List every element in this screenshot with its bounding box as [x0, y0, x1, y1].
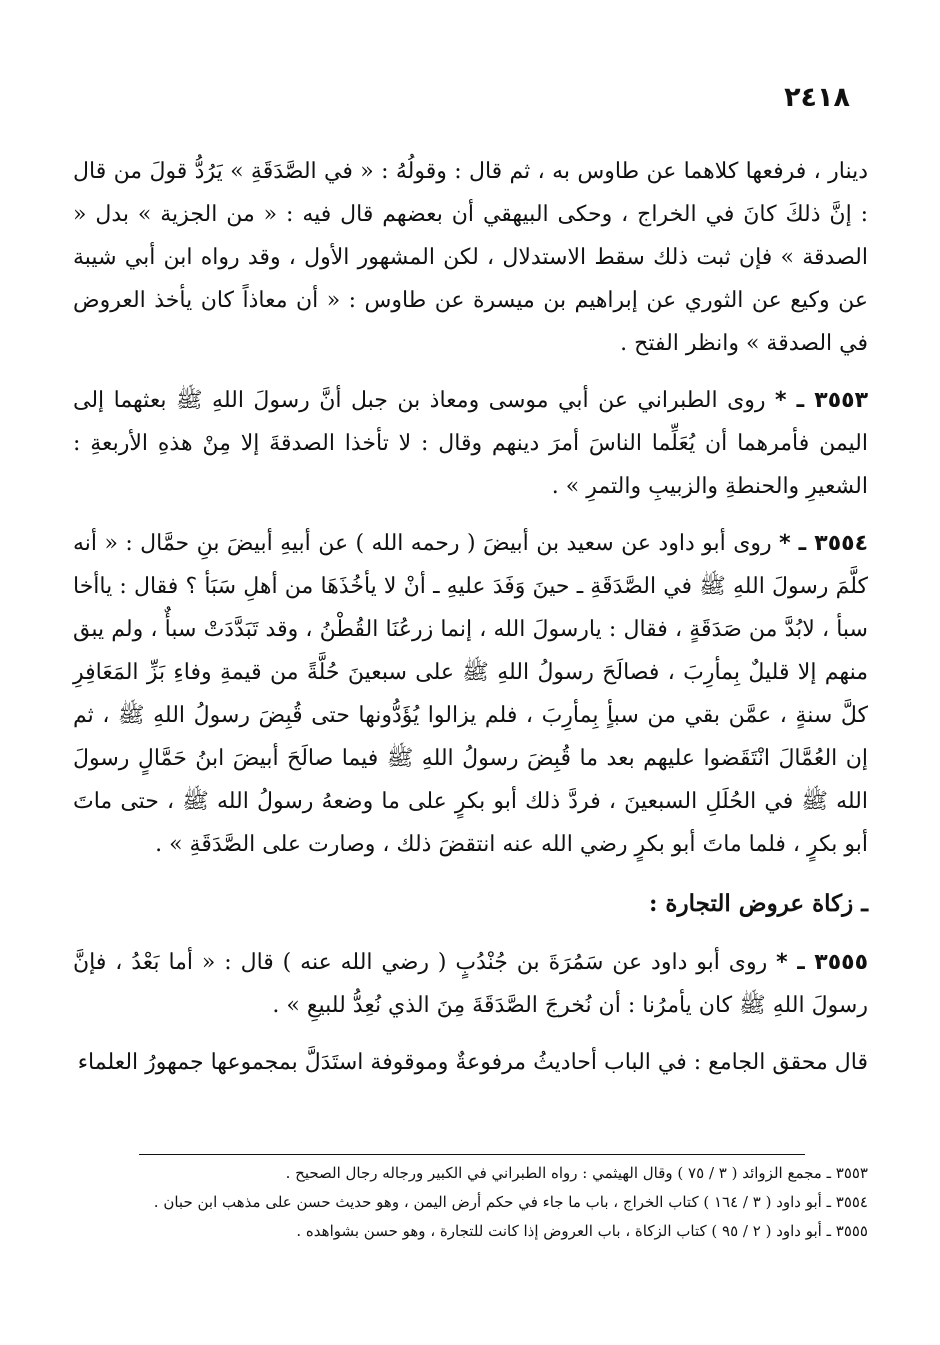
hadith-number: ٣٥٥٥ ـ *	[776, 950, 869, 975]
footnote-divider	[139, 1154, 805, 1155]
footnote-3553: ٣٥٥٣ ـ مجمع الزوائد ( ٣ / ٧٥ ) وقال الهيثمي : رواه الطبراني في الكبير ورجاله رجال الصحيح .	[285, 1164, 868, 1182]
hadith-number: ٣٥٥٣ ـ *	[775, 388, 869, 413]
page-number: ٢٤١٨	[784, 82, 850, 113]
footnotes	[73, 1160, 868, 1247]
editor-note	[73, 1041, 868, 1084]
main-text	[73, 150, 868, 1084]
hadith-text: روى الطبراني عن أبي موسى ومعاذ بن جبل أنَّ رسولَ اللهِ ﷺ بعثهما إلى اليمن فأمرهما أن يُعَلِّما الناسَ أمرَ دينهم وقال : لا تأخذا الصدقةَ إلا مِنْ هذهِ الأربعةِ : الشعيرِ والحنطةِ والزبيبِ والتمرِ » .	[73, 388, 868, 499]
footnote-3555: ٣٥٥٥ ـ أبو داود ( ٢ / ٩٥ ) كتاب الزكاة ، باب العروض إذا كانت للتجارة ، وهو حسن بشواهده .	[296, 1222, 868, 1240]
hadith-number: ٣٥٥٤ ـ *	[779, 531, 869, 556]
section-heading: ـ زكاة عروض التجارة :	[648, 890, 868, 917]
hadith-3554	[73, 522, 868, 866]
hadith-3553	[73, 379, 868, 508]
hadith-text: روى أبو داود عن سَمُرَةَ بن جُنْدُبٍ ( رضي الله عنه ) قال : « أما بَعْدُ ، فإنَّ رسولَ اللهِ ﷺ كان يأمرُنا : أن نُخرجَ الصَّدَقَةَ مِنَ الذي نُعِدُّ للبيعِ » .	[73, 950, 868, 1018]
footnote-3554: ٣٥٥٤ ـ أبو داود ( ٣ / ١٦٤ ) كتاب الخراج ، باب ما جاء في حكم أرض اليمن ، وهو حديث حسن على مذهب ابن حبان .	[153, 1193, 868, 1211]
paragraph-continuation	[73, 150, 868, 365]
hadith-3555	[73, 941, 868, 1027]
paragraph-text: دينار ، فرفعها كلاهما عن طاوس به ، ثم قال : وقولُهُ : « في الصَّدَقَةِ » يَرُدُّ قولَ من قال : إنَّ ذلكَ كانَ في الخراج ، وحكى البيهقي أن بعضهم قال فيه : « من الجزية » بدل « الصدقة » فإن ثبت ذلك سقط الاستدلال ، لكن المشهور الأول ، وقد رواه ابن أبي شيبة عن وكيع عن الثوري عن إبراهيم بن ميسرة عن طاوس : « أن معاذاً كان يأخذ العروض في الصدقة » وانظر الفتح .	[73, 159, 869, 356]
editor-note-text: قال محقق الجامع : في الباب أحاديثُ مرفوعةٌ وموقوفة استَدَلَّ بمجموعها جمهورُ العلماء	[77, 1050, 868, 1075]
hadith-text: روى أبو داود عن سعيد بن أبيضَ ( رحمه الله ) عن أبيهِ أبيضَ بنِ حمَّال : « أنه كلَّمَ رسولَ اللهِ ﷺ في الصَّدَقَةِ ـ حينَ وَفَدَ عليهِ ـ أنْ لا يأخُذَهَا من أهلِ سَبَأ ؟ فقال : ياأخا سبأ ، لابُدَّ من صَدَقَةٍ ، فقال : يارسولَ الله ، إنما زرعُنَا القُطْنُ ، وقد تَبَدَّدَتْ سبأٌ ، ولم يبق منهم إلا قليلٌ بِمأرِبَ ، فصالَحَ رسولُ اللهِ ﷺ على سبعينَ حُلَّةً من قيمةِ وفاءِ بَزِّ المَعَافِرِ كلَّ سنةٍ ، عمَّن بقي من سبأٍ بِمأرِبَ ، فلم يزالوا يُؤَدُّونها حتى قُبِضَ رسولُ اللهِ ﷺ ، ثم إن العُمَّالَ انْتَقَضوا عليهم بعد ما قُبِضَ رسولُ اللهِ ﷺ فيما صالَحَ أبيضَ ابنُ حَمَّالٍ رسولَ الله ﷺ في الحُلَلِ السبعينَ ، فردَّ ذلك أبو بكرٍ على ما وضعهُ رسولُ الله ﷺ ، حتى ماتَ أبو بكرٍ ، فلما ماتَ أبو بكرٍ رضي الله عنه انتقضَ ذلك ، وصارت على الصَّدَقَةِ » .	[73, 531, 868, 857]
